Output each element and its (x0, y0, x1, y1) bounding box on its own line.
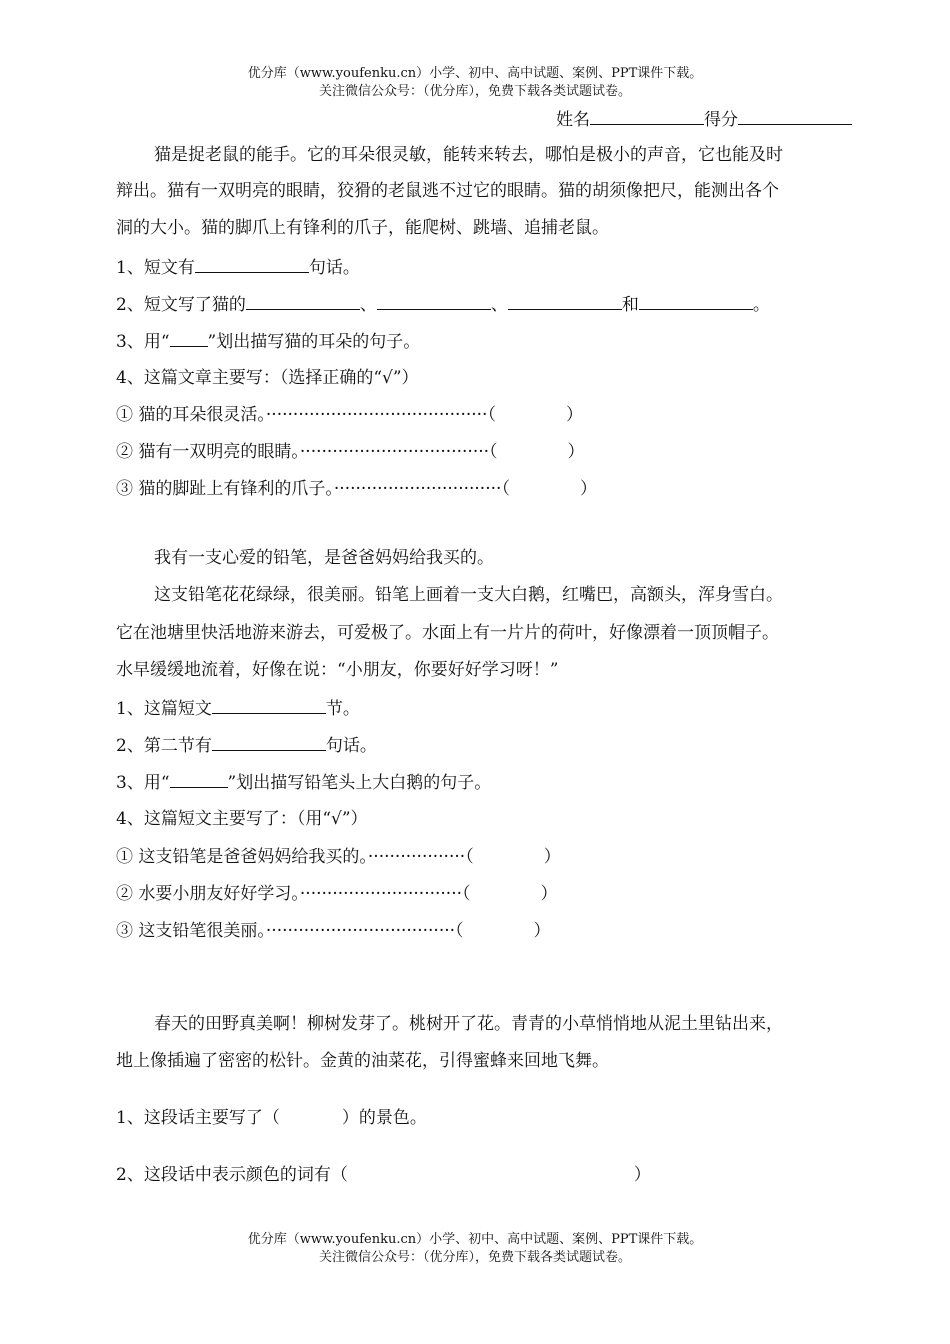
paren: ） (565, 405, 583, 425)
paren: （ (501, 479, 510, 499)
leader-dots: ··································· (299, 442, 490, 462)
question-text: 句话。 (325, 736, 377, 756)
passage3-line-2: 地上像插遍了密密的松针。金黄的油菜花，引得蜜蜂来回地飞舞。 (116, 1051, 609, 1071)
question-text: 1、这篇短文 (116, 699, 212, 719)
passage2-line-3: 它在池塘里快活地游来游去，可爱极了。水面上有一片片的荷叶，好像漂着一顶顶帽子。 (116, 623, 779, 643)
footer-line-1: 优分库（www.youfenku.cn）小学、初中、高中试题、案例、PPT课件下载。 (247, 1232, 703, 1247)
leader-dots: ······························· (333, 479, 502, 499)
leader-dots: ········································· (265, 405, 488, 425)
question-text: 节。 (325, 699, 360, 719)
answer-blank[interactable] (212, 734, 326, 751)
option-text: ② 水要小朋友好好学习。 (116, 884, 300, 904)
answer-blank[interactable] (508, 293, 622, 310)
passage1-option-3[interactable] (116, 478, 597, 500)
separator: 、 (359, 295, 377, 315)
header-line-1: 优分库（www.youfenku.cn）小学、初中、高中试题、案例、PPT课件下载。 (247, 66, 703, 81)
answer-blank[interactable] (212, 697, 326, 714)
paren: ） (567, 442, 585, 462)
paren: （ (487, 405, 496, 425)
question-text: ”划出描写铅笔头上大白鹅的句子。 (227, 773, 492, 793)
header-line-2: 关注微信公众号：（优分库），免费下载各类试题试卷。 (318, 84, 631, 99)
answer-blank[interactable] (639, 293, 753, 310)
name-label: 姓名 (556, 110, 590, 130)
question-text: ） (633, 1165, 651, 1185)
passage2-question-3 (116, 771, 491, 794)
score-label: 得分 (704, 110, 738, 130)
passage2-question-1 (116, 697, 360, 720)
option-text: ③ 猫的脚趾上有锋利的爪子。 (116, 479, 334, 499)
separator: 、 (490, 295, 508, 315)
passage2-line-2: 这支铅笔花花绿绿，很美丽。铅笔上画着一支大白鹅，红嘴巴，高额头，浑身雪白。 (154, 585, 783, 605)
name-blank[interactable] (590, 108, 704, 125)
footer-line-2: 关注微信公众号：（优分库），免费下载各类试题试卷。 (318, 1250, 631, 1265)
passage1-option-2[interactable] (116, 441, 585, 463)
leader-dots: ·················· (367, 847, 466, 867)
question-text: ）的景色。 (341, 1108, 427, 1128)
question-text: ”划出描写猫的耳朵的句子。 (207, 332, 421, 352)
leader-dots: ······························ (299, 884, 463, 904)
passage1-option-1[interactable] (116, 404, 583, 426)
passage2-line-4: 水早缓缓地流着，好像在说：“小朋友，你要好好学习呀！” (116, 660, 559, 680)
option-text: ③ 这支铅笔很美丽。 (116, 921, 266, 941)
score-blank[interactable] (738, 108, 852, 125)
passage1-line-2: 辩出。猫有一双明亮的眼睛，狡猾的老鼠逃不过它的眼睛。猫的胡须像把尺，能测出各个 (116, 181, 779, 201)
passage1-question-1 (116, 256, 360, 279)
paren: （ (465, 847, 474, 867)
conjunction: 和 (621, 295, 639, 315)
passage1-line-1: 猫是捉老鼠的能手。它的耳朵很灵敏，能转来转去，哪怕是极小的声音，它也能及时 (154, 145, 783, 165)
question-text: 1、这段话主要写了（ (116, 1108, 280, 1128)
passage1-question-2 (116, 293, 770, 316)
answer-blank[interactable] (377, 293, 491, 310)
passage2-option-1[interactable] (116, 846, 561, 868)
passage3-question-1 (116, 1107, 427, 1129)
paren: （ (489, 442, 498, 462)
passage3-question-2 (116, 1164, 651, 1186)
option-text: ① 这支铅笔是爸爸妈妈给我买的。 (116, 847, 368, 867)
passage1-question-3 (116, 330, 420, 353)
question-text: 2、第二节有 (116, 736, 212, 756)
passage1-line-3: 洞的大小。猫的脚爪上有锋利的爪子，能爬树、跳墙、追捕老鼠。 (116, 218, 609, 238)
question-text: 1、短文有 (116, 258, 195, 278)
option-text: ② 猫有一双明亮的眼睛。 (116, 442, 300, 462)
question-text: 3、用“ (116, 332, 170, 352)
paren: ） (533, 921, 551, 941)
passage2-line-1: 我有一支心爱的铅笔，是爸爸妈妈给我买的。 (154, 548, 494, 568)
paren: （ (462, 884, 471, 904)
answer-blank[interactable] (170, 771, 228, 788)
passage2-option-3[interactable] (116, 920, 551, 942)
passage2-question-2 (116, 734, 377, 757)
student-info (556, 108, 852, 131)
option-text: ① 猫的耳朵很灵活。 (116, 405, 266, 425)
paren: ） (543, 847, 561, 867)
question-text: 2、短文写了猫的 (116, 295, 246, 315)
question-text: 3、用“ (116, 773, 170, 793)
period: 。 (752, 295, 770, 315)
paren: （ (455, 921, 464, 941)
passage2-question-4: 4、这篇短文主要写了：（用“√”） (116, 809, 368, 829)
passage2-option-2[interactable] (116, 883, 558, 905)
question-text: 2、这段话中表示颜色的词有（ (116, 1165, 348, 1185)
answer-blank[interactable] (195, 256, 309, 273)
paren: ） (540, 884, 558, 904)
answer-blank[interactable] (170, 330, 208, 347)
paren: ） (579, 479, 597, 499)
passage1-question-4: 4、这篇文章主要写：（选择正确的“√”） (116, 368, 419, 388)
question-text: 句话。 (308, 258, 360, 278)
passage3-line-1: 春天的田野真美啊！柳树发芽了。桃树开了花。青青的小草悄悄地从泥土里钻出来， (154, 1014, 783, 1034)
leader-dots: ··································· (265, 921, 456, 941)
answer-blank[interactable] (246, 293, 360, 310)
